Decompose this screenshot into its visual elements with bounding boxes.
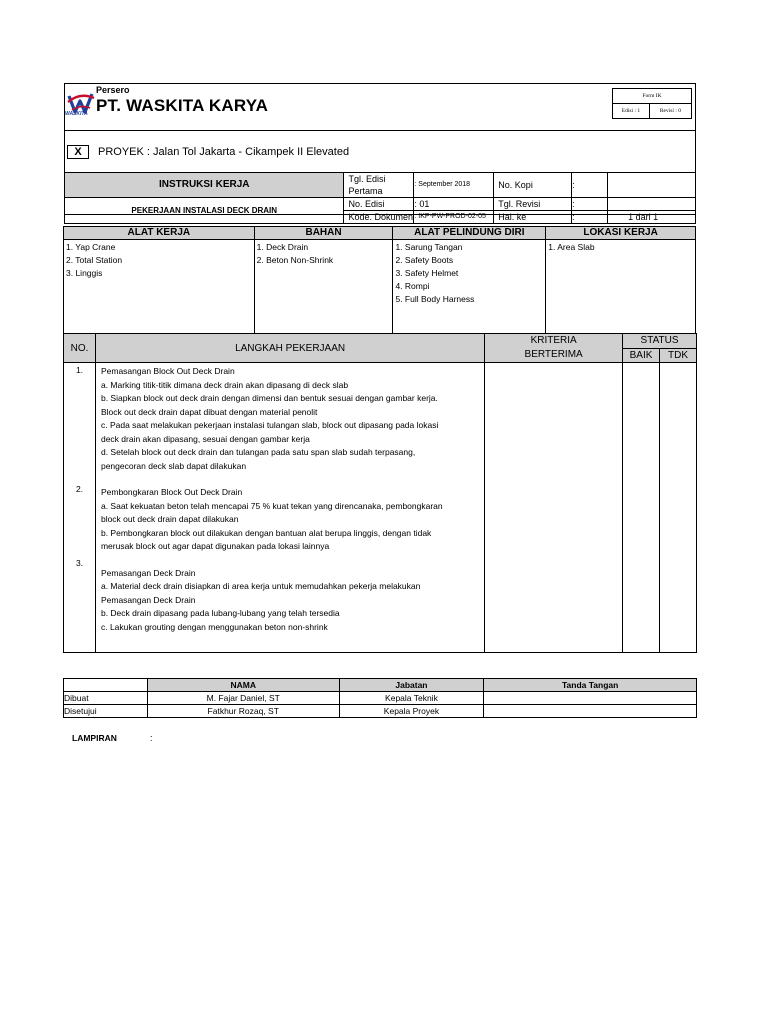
apd-list bbox=[393, 240, 546, 337]
lokasi-list bbox=[546, 240, 696, 337]
header-tanda-tangan: Tanda Tangan bbox=[484, 679, 697, 692]
kode-dokumen-label: Kode. Dokumen bbox=[344, 211, 414, 224]
hal-colon: : bbox=[572, 211, 608, 224]
step-line: deck drain akan dipasang, sesuai dengan gambar kerja bbox=[100, 433, 310, 444]
nama-cell: M. Fajar Daniel, ST bbox=[147, 692, 339, 705]
step-line: Block out deck drain dapat dibuat dengan material penolit bbox=[100, 406, 318, 417]
tgl-revisi-label: Tgl. Revisi bbox=[494, 198, 572, 211]
table-row bbox=[64, 705, 697, 718]
no-edisi-label: No. Edisi bbox=[344, 198, 414, 211]
kode-dokumen-value: : IKP-PW-PROD-02-05 bbox=[414, 211, 494, 224]
hal-label: Hal. ke bbox=[494, 211, 572, 224]
list-item: 5. Full Body Harness bbox=[395, 294, 475, 304]
step-number: 3. bbox=[75, 558, 84, 568]
step-descriptions bbox=[95, 363, 484, 653]
baik-cell bbox=[623, 363, 660, 653]
form-info-box bbox=[612, 88, 692, 119]
form-label: Form IK bbox=[613, 89, 692, 104]
no-kopi-label: No. Kopi bbox=[494, 173, 572, 198]
header-kriteria bbox=[485, 334, 623, 363]
header-kriteria-line1: KRITERIA bbox=[530, 335, 577, 346]
signature-cell bbox=[484, 705, 697, 718]
list-item: 1. Yap Crane bbox=[66, 242, 116, 252]
header-kriteria-line2: BERTERIMA bbox=[524, 349, 583, 360]
persero-label: Persero bbox=[96, 85, 130, 95]
step-line: Pemasangan Deck Drain bbox=[100, 567, 196, 578]
step-line: a. Marking titik-titik dimana deck drain akan dipasang di deck slab bbox=[100, 379, 349, 390]
tools-materials-table bbox=[63, 226, 696, 337]
list-item: 2. Total Station bbox=[66, 255, 123, 265]
logo-text: WASKITA bbox=[65, 111, 88, 117]
header-jabatan: Jabatan bbox=[339, 679, 484, 692]
kriteria-cell bbox=[485, 363, 623, 653]
header-tdk: TDK bbox=[660, 348, 697, 363]
alat-kerja-list bbox=[64, 240, 255, 337]
list-item: 3. Linggis bbox=[66, 268, 103, 278]
step-line: a. Material deck drain disiapkan di area kerja untuk memudahkan pekerja melakukan bbox=[100, 581, 421, 591]
header-alat-kerja: ALAT KERJA bbox=[64, 227, 255, 240]
instruction-subtitle: PEKERJAAN INSTALASI DECK DRAIN bbox=[65, 198, 344, 224]
table-row bbox=[64, 692, 697, 705]
list-item: 4. Rompi bbox=[395, 281, 430, 291]
header-baik: BAIK bbox=[623, 348, 660, 363]
list-item: 3. Safety Helmet bbox=[395, 268, 459, 278]
step-line: a. Saat kekuatan beton telah mencapai 75 % kuat tekan yang direncanaka, pembongkaran bbox=[100, 500, 443, 511]
step-line: pengecoran deck slab dapat dilakukan bbox=[100, 460, 247, 471]
list-item: 1. Deck Drain bbox=[256, 242, 309, 252]
list-item: 1. Sarung Tangan bbox=[395, 242, 463, 252]
bahan-list bbox=[254, 240, 393, 337]
header-langkah: LANGKAH PEKERJAAN bbox=[95, 334, 484, 363]
edisi-label: Edisi : 1 bbox=[613, 104, 650, 119]
revisi-label: Revisi : 0 bbox=[649, 104, 691, 119]
project-checkbox: X bbox=[67, 145, 89, 159]
instruction-info-table bbox=[64, 172, 696, 224]
header-apd: ALAT PELINDUNG DIRI bbox=[393, 227, 546, 240]
step-line: block out deck drain dapat dilakukan bbox=[100, 514, 239, 524]
header-divider bbox=[64, 130, 696, 131]
list-item: 1. Area Slab bbox=[548, 242, 595, 252]
company-name: PT. WASKITA KARYA bbox=[96, 96, 269, 115]
step-line: b. Deck drain dipasang pada lubang-lubang yang telah tersedia bbox=[100, 608, 340, 618]
role-cell: Disetujui bbox=[64, 705, 148, 718]
signature-cell bbox=[484, 692, 697, 705]
jabatan-cell: Kepala Proyek bbox=[339, 705, 484, 718]
header-bahan: BAHAN bbox=[254, 227, 393, 240]
hal-value: 1 dari 1 bbox=[608, 211, 696, 224]
signature-table bbox=[63, 678, 697, 718]
list-item: 2. Beton Non-Shrink bbox=[256, 255, 334, 265]
lampiran-label: LAMPIRAN bbox=[72, 733, 117, 743]
header-status: STATUS bbox=[623, 334, 697, 349]
tgl-edisi-value: : September 2018 bbox=[414, 173, 494, 198]
no-kopi-value: : bbox=[572, 173, 608, 198]
step-line: d. Setelah block out deck drain dan tulangan pada satu span slab sudah terpasang, bbox=[100, 447, 416, 457]
no-edisi-value: : 01 bbox=[414, 198, 494, 211]
step-numbers bbox=[64, 363, 96, 653]
project-label: PROYEK : Jalan Tol Jakarta - Cikampek II Elevated bbox=[98, 146, 350, 158]
tgl-edisi-label: Tgl. Edisi Pertama bbox=[344, 173, 414, 198]
header-no: NO. bbox=[64, 334, 96, 363]
lampiran-colon: : bbox=[150, 733, 153, 743]
role-cell: Dibuat bbox=[64, 692, 148, 705]
jabatan-cell: Kepala Teknik bbox=[339, 692, 484, 705]
work-steps-table bbox=[63, 333, 697, 653]
header-nama: NAMA bbox=[147, 679, 339, 692]
step-line: Pemasangan Deck Drain bbox=[100, 594, 196, 605]
tgl-revisi-value: : bbox=[572, 198, 608, 211]
step-line: Pemasangan Block Out Deck Drain bbox=[100, 366, 235, 376]
nama-cell: Fatkhur Rozaq, ST bbox=[147, 705, 339, 718]
step-number: 1. bbox=[75, 365, 84, 375]
step-line: c. Pada saat melakukan pekerjaan instalasi tulangan slab, block out dipasang pada lokasi bbox=[100, 420, 439, 430]
step-line: b. Pembongkaran block out dilakukan dengan bantuan alat berupa linggis, dengan tidak bbox=[100, 527, 432, 538]
instruksi-kerja-title: INSTRUKSI KERJA bbox=[65, 173, 344, 198]
step-line: Pembongkaran Block Out Deck Drain bbox=[100, 487, 243, 497]
list-item: 2. Safety Boots bbox=[395, 255, 454, 265]
header-lokasi: LOKASI KERJA bbox=[546, 227, 696, 240]
step-number: 2. bbox=[75, 484, 84, 494]
step-line: merusak block out agar dapat digunakan pada lokasi lainnya bbox=[100, 541, 330, 551]
tdk-cell bbox=[660, 363, 697, 653]
step-line: b. Siapkan block out deck drain dengan dimensi dan bentuk sesuai dengan gambar kerja. bbox=[100, 393, 438, 403]
step-line: c. Lakukan grouting dengan menggunakan beton non-shrink bbox=[100, 621, 328, 632]
